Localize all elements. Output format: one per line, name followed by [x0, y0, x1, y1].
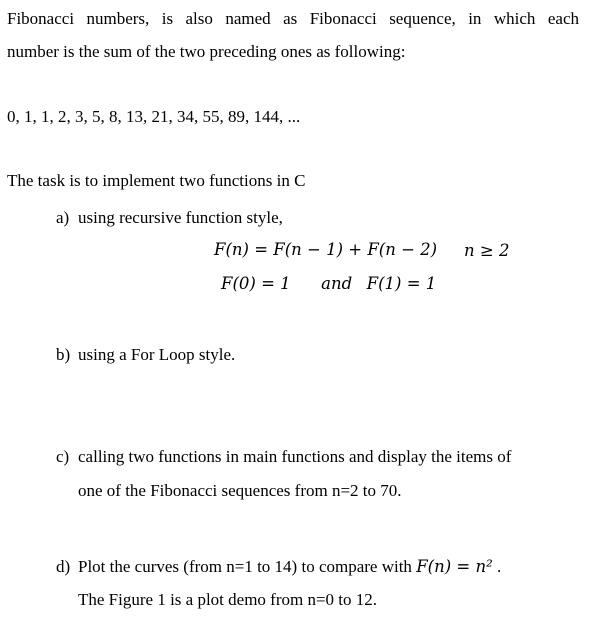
- item-b-text: using a For Loop style.: [78, 345, 236, 364]
- item-d-line-1: Plot the curves (from n=1 to 14) to compare with: [78, 557, 412, 576]
- item-c: [56, 447, 511, 467]
- item-d-line-2: The Figure 1 is a plot demo from n=0 to 12.: [78, 590, 378, 609]
- recurrence-equation: F(n) = F(n − 1) + F(n − 2): [214, 240, 438, 259]
- recurrence-condition: n ≥ 2: [464, 241, 510, 260]
- comparison-formula: F(n) = n²: [416, 557, 493, 576]
- base-case-formula: [221, 274, 436, 294]
- item-a: [56, 208, 283, 228]
- intro-line-2: number is the sum of the two preceding ones as following:: [7, 42, 406, 61]
- intro-line-1: Fibonacci numbers, is also named as Fibonacci sequence, in which each: [7, 9, 579, 28]
- item-d-line-1-end: .: [492, 557, 502, 576]
- item-b: [56, 345, 235, 365]
- recurrence-formula: [214, 240, 437, 260]
- item-b-label: b): [56, 345, 71, 364]
- item-d: [56, 557, 501, 577]
- base-case-and: and: [321, 274, 353, 293]
- item-a-text: using recursive function style,: [78, 208, 283, 227]
- item-c-label: c): [56, 447, 70, 466]
- task-intro: The task is to implement two functions in C: [7, 171, 306, 190]
- fibonacci-sequence: 0, 1, 1, 2, 3, 5, 8, 13, 21, 34, 55, 89, 144, ...: [7, 107, 301, 126]
- item-d-label: d): [56, 557, 71, 576]
- item-c-line-2: one of the Fibonacci sequences from n=2 to 70.: [78, 481, 402, 500]
- item-c-line-1: calling two functions in main functions and display the items of: [78, 447, 512, 466]
- base-case-f1: F(1) = 1: [366, 274, 437, 293]
- base-case-f0: F(0) = 1: [221, 274, 291, 293]
- item-a-label: a): [56, 208, 70, 227]
